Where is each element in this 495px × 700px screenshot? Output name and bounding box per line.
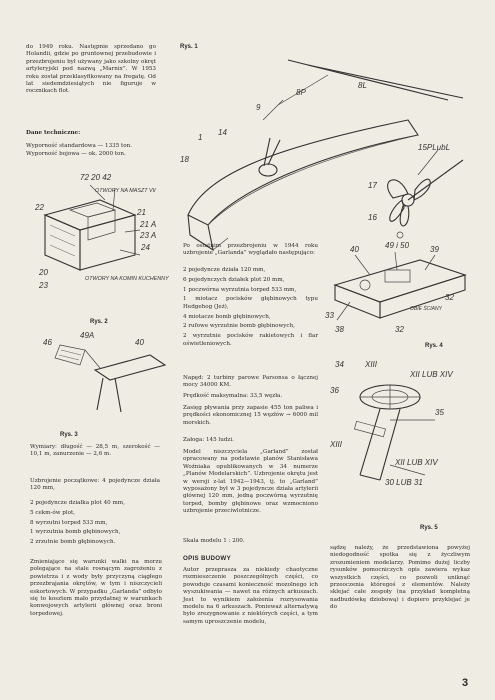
- after-conversion-paragraph: Po ostatnim przezbrojeniu w 1944 roku uzbrojenie „Garlanda” wyglądało następująco:: [183, 243, 318, 257]
- crew: Załoga: 145 ludzi.: [183, 437, 234, 443]
- r3-label-46: 46: [43, 338, 52, 347]
- r4-label-49-50: 49 i 50: [385, 241, 410, 250]
- figure-3-caption: Rys. 3: [60, 432, 78, 438]
- r2-label-21: 21: [137, 208, 146, 217]
- range: Zasięg pływania przy zapasie 455 ton paliwa i prędkości ekonomicznej 15 węzłów → 6000 mil morskich.: [183, 405, 318, 426]
- right-column-paragraph: sądzę należy, że przedstawiona powyżej niedogodność spotka się z życzliwym zrozumieniem modelarzy. Pomimo dużej liczby rysunków pomocniczych opis zawiera wykaz wszystkich części, co pozwoli uniknąć przeoczenia któregoś z elementów. Należy sklejać całe zespoły (na przykład kompletną nadbudówkę dziobową) i dopiero przyklejać je do: [330, 545, 470, 611]
- final-armament-item: 4 miotacze bomb głębinowych,: [183, 313, 271, 320]
- r1-label-8l: 8L: [358, 81, 367, 90]
- displacement-battle: Wyporność bojowa — ok. 2000 ton.: [26, 151, 126, 157]
- model-info-paragraph: Model niszczyciela „Garland” został opracowany na podstawie planów Stanisława Woźniaka opublikowanych w 34 numerze „Planów Modelarskich”. Uzbrojenie okrętu jest w wersji z-lat 1942—1943, tj. to „Garland” wyposażony był w 3 pojedyncze działa artylerii głównej 120 mm, jedną poczwórną wyrzutnię torped, bomby głębinowe oraz wzmocniono uzbrojenie przeciwlotnicze.: [183, 449, 318, 515]
- r5-label-xii-xiv-b: XII LUB XIV: [395, 458, 438, 467]
- page-number: 3: [462, 677, 469, 689]
- figure-4-caption: Rys. 4: [425, 343, 443, 349]
- r5-label-30-31: 30 LUB 31: [385, 478, 423, 487]
- r5-label-35: 35: [435, 408, 444, 417]
- r5-label-36: 36: [330, 386, 339, 395]
- final-armament-item: 1 poczwórna wyrzutnia torped 533 mm,: [183, 286, 297, 293]
- final-armament-item: 6 pojedynczych działek plot 20 mm,: [183, 276, 285, 283]
- opis-budowy-text: Autor przeprasza za niekiedy chaotyczne rozmieszczenie poszczególnych części, co powoduje czasami konieczność mozolnego ich wyszukiwania — nawet na różnych arkuszach. Jest to wynikiem założenia rozrysowania modelu na 6 arkuszach. Ponieważ alternatywą było zrezygnowanie z niektórych części, a tym samym uproszczenie modelu,: [183, 567, 318, 625]
- r4-label-39: 39: [430, 245, 439, 254]
- initial-armament-heading: Uzbrojenie początkowe: 4 pojedyncze działa 120 mm,: [30, 478, 160, 492]
- r2-label-top: 72 20 42: [80, 173, 112, 182]
- r1-label-1: 1: [198, 133, 203, 142]
- displacement-standard: Wyporność standardowa — 1335 ton.: [26, 143, 133, 149]
- r2-label-23a: 23 A: [140, 231, 157, 240]
- final-armament-item: 1 miotacz pocisków głębinowych typu Hedgehog (Jeż),: [183, 296, 318, 310]
- r2-label-komin: OTWORY NA KOMIN KUCHENNY: [85, 276, 169, 282]
- r4-label-obie-sciany: OBIE ŚCIANY: [410, 306, 442, 312]
- initial-armament-item: 2 pojedyncze działka plot 40 mm,: [30, 500, 125, 506]
- r2-label-20: 20: [39, 268, 48, 277]
- figure-1-caption: Rys. 1: [180, 44, 198, 50]
- r4-label-40: 40: [350, 245, 359, 254]
- r1-label-17: 17: [368, 181, 377, 190]
- r5-label-xii-xiv: XII LUB XIV: [410, 370, 453, 379]
- r1-label-14: 14: [218, 128, 227, 137]
- r5-label-34: 34: [335, 360, 344, 369]
- initial-armament-item: 8 wyrzutni torped 533 mm,: [30, 519, 108, 526]
- final-armament-item: 2 wyrzutnie pocisków rakietowych i flar oświetleniowych.: [183, 333, 318, 347]
- r3-label-49a: 49A: [80, 331, 95, 340]
- max-speed: Prędkość maksymalna: 33,5 węzła.: [183, 393, 283, 399]
- figure-2-drawing: [25, 170, 175, 320]
- conditions-paragraph: Zmieniające się warunki walki na morzu polegające na stale rosnącym zagrożeniu z powietrza i z wody były przyczyną ciągłego przezbrajania okrętów, w tym i niszczycieli eskortowych. W przypadku „Garlanda” odbyło się to kosztem mało przydatnej w warunkach konwojowych artylerii głównej oraz broni torpedowej.: [30, 559, 162, 617]
- initial-armament-item: 5 cekm-ów plot,: [30, 509, 76, 516]
- r4-label-38: 38: [335, 325, 344, 334]
- r1-label-16: 16: [368, 213, 377, 222]
- figure-1-drawing: [168, 40, 468, 265]
- r3-label-40: 40: [135, 338, 144, 347]
- r2-label-22: 22: [35, 203, 44, 212]
- figure-5-drawing: [325, 355, 475, 525]
- final-armament-item: 2 pojedyncze działa 120 mm,: [183, 267, 266, 273]
- intro-paragraph: do 1949 roku. Następnie sprzedano go Holandii, gdzie po gruntownej przebudowie i przezbrojeniu był używany jako szkolny okręt artyleryjski pod nazwą „Marnix”. W 1953 roku został przeklasyfikowany na fregatę. Od lat siedemdziesiątych nie figuruje w rocznikach flot.: [26, 44, 156, 95]
- r2-label-23: 23: [39, 281, 48, 290]
- r1-label-8p: 8P: [296, 88, 306, 97]
- r4-label-32: 32: [445, 293, 454, 302]
- propulsion: Napęd: 2 turbiny parowe Parsonsa o łącznej mocy 34000 KM.: [183, 375, 318, 389]
- r5-label-xiii-b: XIII: [330, 440, 343, 449]
- initial-armament-item: 2 zrzutnie bomb głębinowych.: [30, 539, 116, 546]
- figure-5-caption: Rys. 5: [420, 525, 438, 531]
- initial-armament-item: 1 wyrzutnia bomb głębinowych,: [30, 529, 121, 536]
- opis-budowy-heading: OPIS BUDOWY: [183, 555, 231, 562]
- r1-label-15: 15PLubL: [418, 143, 451, 152]
- figure-4-drawing: [325, 240, 475, 340]
- r1-label-18: 18: [180, 155, 189, 164]
- r4-label-32b: 32: [395, 325, 404, 334]
- figure-3-drawing: [25, 330, 175, 430]
- r2-label-24: 24: [141, 243, 150, 252]
- r5-label-xiii: XIII: [365, 360, 378, 369]
- model-scale: Skala modelu 1 : 200.: [183, 538, 245, 544]
- dimensions: Wymiary: długość — 28,5 m, szerokość — 10,1 m, zanurzenie — 2,6 m.: [30, 444, 160, 458]
- dane-heading: Dane techniczne:: [26, 130, 81, 136]
- figure-2-caption: Rys. 2: [90, 319, 108, 325]
- final-armament-item: 2 rufowe wyrzutnie bomb głębinowych,: [183, 323, 295, 330]
- r4-label-33: 33: [325, 311, 334, 320]
- r2-label-21a: 21 A: [140, 220, 157, 229]
- r1-label-9: 9: [256, 103, 261, 112]
- r2-label-maszt: OTWORY NA MASZT VII: [95, 188, 156, 194]
